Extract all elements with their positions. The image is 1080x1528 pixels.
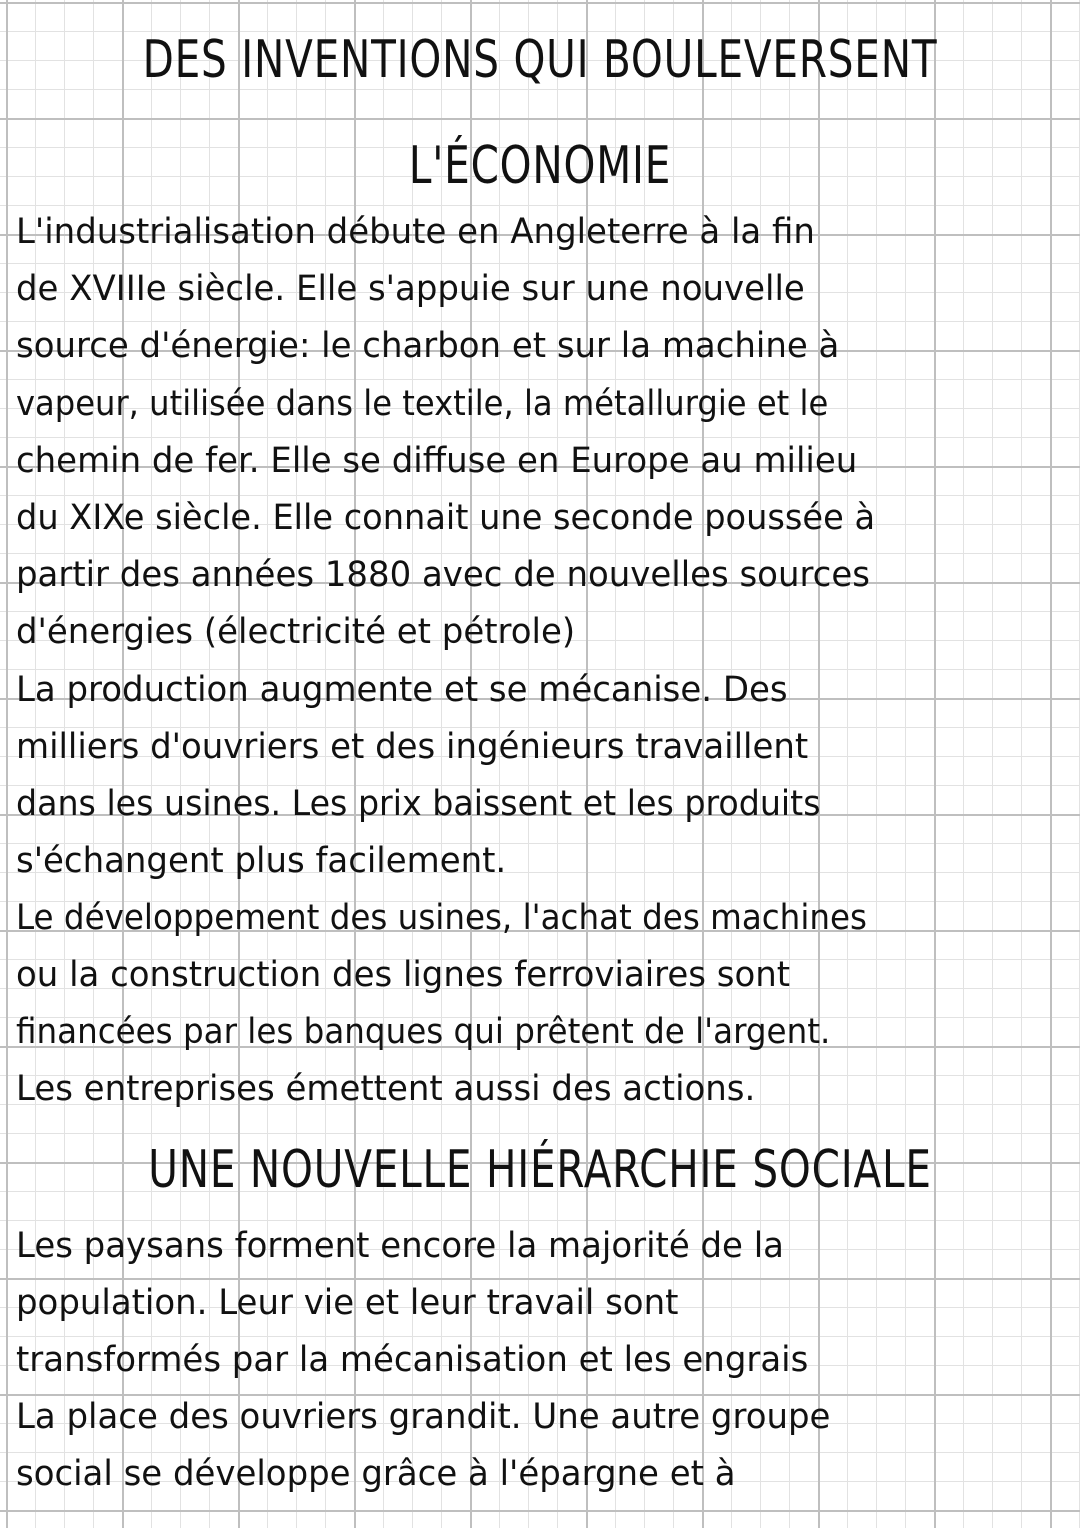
text-line: L'industrialisation débute en Angleterre à la fin <box>16 212 815 252</box>
title-line-2: L'ÉCONOMIE <box>408 136 672 196</box>
text-line: La place des ouvriers grandit. Une autre groupe <box>16 1397 831 1437</box>
text-line: transformés par la mécanisation et les engrais <box>16 1340 809 1380</box>
text-line: dans les usines. Les prix baissent et les produits <box>16 784 821 824</box>
text-line: social se développe grâce à l'épargne et à <box>16 1454 736 1494</box>
text-line: Les entreprises émettent aussi des actions. <box>16 1069 756 1109</box>
text-line: source d'énergie: le charbon et sur la machine à <box>16 326 840 366</box>
text-line: ou la construction des lignes ferroviaires sont <box>16 955 791 995</box>
text-line: partir des années 1880 avec de nouvelles sources <box>16 555 870 595</box>
text-line: de XVIIIe siècle. Elle s'appuie sur une nouvelle <box>16 269 805 309</box>
text-line: du XIXe siècle. Elle connait une seconde poussée à <box>16 498 876 538</box>
title-line-1: DES INVENTIONS QUI BOULEVERSENT <box>142 30 938 90</box>
text-line: financées par les banques qui prêtent de l'argent. <box>16 1012 831 1052</box>
section-subtitle: UNE NOUVELLE HIÉRARCHIE SOCIALE <box>148 1140 932 1200</box>
text-line: population. Leur vie et leur travail sont <box>16 1283 679 1323</box>
text-line: d'énergies (électricité et pétrole) <box>16 612 576 652</box>
text-line: Le développement des usines, l'achat des machines <box>16 898 867 938</box>
text-line: s'échangent plus facilement. <box>16 841 507 881</box>
text-line: Les paysans forment encore la majorité de la <box>16 1226 784 1266</box>
text-line: chemin de fer. Elle se diffuse en Europe au milieu <box>16 441 858 481</box>
text-line: vapeur, utilisée dans le textile, la métallurgie et le <box>16 384 829 424</box>
text-line: milliers d'ouvriers et des ingénieurs travaillent <box>16 727 809 767</box>
text-line: La production augmente et se mécanise. Des <box>16 670 788 710</box>
